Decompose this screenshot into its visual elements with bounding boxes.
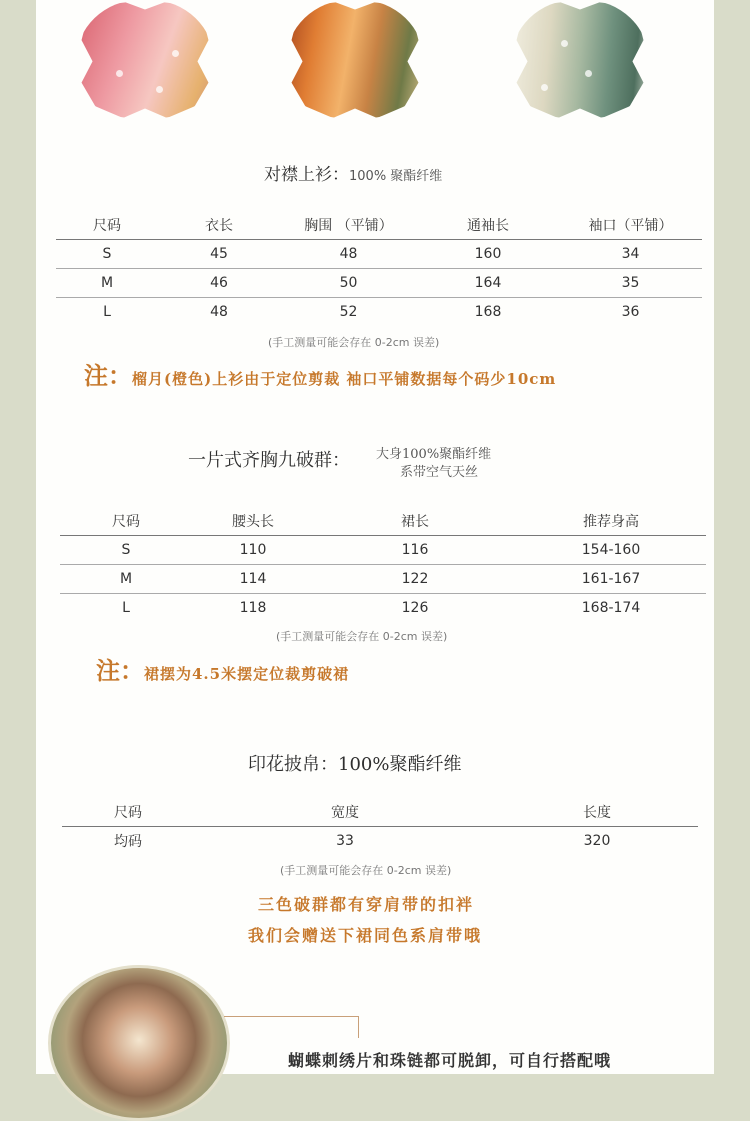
caption-leader-tick [358,1016,359,1038]
section2-note: 注：裙摆为4.5米摆定位裁剪破裙 [96,656,350,685]
page-sheet [36,0,714,1074]
table-row: S 110 116 154-160 [60,536,706,565]
table-row: 均码 33 320 [114,833,611,850]
section2-size-table [60,507,706,622]
butterfly-embroidery-photo [48,965,230,1121]
table-row: S 45 48 160 34 [56,240,702,269]
section1-size-table [56,211,702,326]
fabric-swatch-orange [286,0,424,118]
shoulder-strap-note-1: 三色破群都有穿肩带的扣袢 [258,895,475,914]
table-row: L 48 52 168 36 [103,304,640,320]
table-header-row: 尺码 腰头长 裙长 推荐身高 [60,507,706,536]
fabric-swatch-green [511,0,649,118]
section1-title: 对襟上衫：100% 聚酯纤维 [264,165,443,185]
table-row: M 46 50 164 35 [56,269,702,298]
fabric-swatch-pink [76,0,214,118]
table-header-row: 尺码 衣长 胸围 （平铺） 通袖长 袖口（平铺） [56,211,702,240]
section1-measure-note: (手工测量可能会存在 0-2cm 误差) [268,336,440,349]
detachable-caption: 蝴蝶刺绣片和珠链都可脱卸，可自行搭配哦 [288,1051,612,1070]
caption-leader-line [224,1016,358,1017]
section2-title: 一片式齐胸九破群： [188,450,350,471]
section2-material: 大身100%聚酯纤维 系带空气天丝 [376,447,492,480]
shoulder-strap-note-2: 我们会赠送下裙同色系肩带哦 [248,926,483,945]
table-row: M 114 122 161-167 [60,565,706,594]
table-header-row: 尺码 宽度 长度 [62,798,698,827]
section2-measure-note: (手工测量可能会存在 0-2cm 误差) [276,630,448,643]
section3-size-table [62,798,698,855]
table-row: L 118 126 168-174 [122,600,641,616]
section3-measure-note: (手工测量可能会存在 0-2cm 误差) [280,864,452,877]
section3-title: 印花披帛：100%聚酯纤维 [248,754,462,775]
section1-note: 注：榴月(橙色)上衫由于定位剪裁 袖口平铺数据每个码少10cm [84,361,557,390]
